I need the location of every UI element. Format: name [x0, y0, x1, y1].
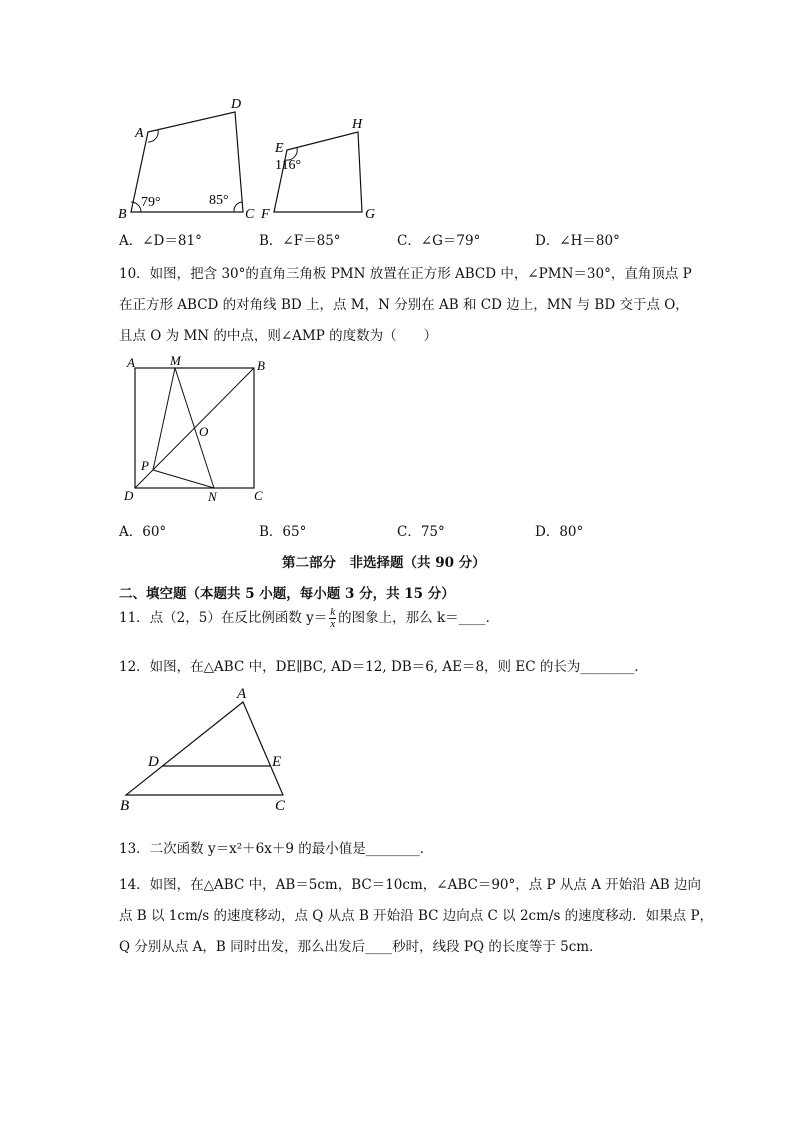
- q9-option-b: B．∠F＝85°: [259, 233, 341, 249]
- q10-figure: [115, 352, 275, 507]
- q10-option-a: A．60°: [119, 524, 167, 540]
- angle-E-label: 116°: [275, 158, 302, 173]
- part2-title: 第二部分 非选择题（共 90 分）: [282, 555, 486, 571]
- q10-line-2: 在正方形 ABCD 的对角线 BD 上，点 M，N 分别在 AB 和 CD 边上，MN 与 BD 交于点 O，: [119, 297, 689, 313]
- label-O: O: [199, 424, 209, 439]
- q9-quadrilateral-efgh: [260, 117, 375, 222]
- angle-B-label: 79°: [141, 195, 161, 210]
- label-A: A: [135, 126, 144, 141]
- q10-option-c: C．75°: [397, 524, 445, 540]
- q9-option-a: A．∠D＝81°: [119, 233, 202, 249]
- q11-pre: 11．点（2，5）在反比例函数 y＝: [119, 610, 328, 626]
- label-B: B: [120, 798, 130, 814]
- q10-line-3: 且点 O 为 MN 的中点，则∠AMP 的度数为（ ）: [119, 328, 438, 344]
- q9-option-c: C．∠G＝79°: [397, 233, 481, 249]
- q11: [119, 606, 499, 630]
- q9-option-d: D．∠H＝80°: [535, 233, 620, 249]
- label-E: E: [275, 141, 284, 156]
- q11-numerator: k: [330, 606, 336, 618]
- q14-line-3: Q 分别从点 A，B 同时出发，那么出发后____秒时，线段 PQ 的长度等于 5cm．: [119, 939, 603, 955]
- q9-quadrilateral-abcd: [118, 97, 255, 222]
- label-A: A: [127, 355, 135, 370]
- label-P: P: [141, 458, 149, 473]
- label-A: A: [237, 686, 247, 702]
- q11-denominator: x: [330, 618, 336, 630]
- q10-option-b: B．65°: [259, 524, 307, 540]
- q13-text: 13．二次函数 y＝x²＋6x＋9 的最小值是________．: [119, 841, 434, 857]
- q10-option-d: D．80°: [535, 524, 584, 540]
- q12-text: 12．如图，在△ABC 中，DE∥BC, AD＝12, DB＝6, AE＝8，则 EC 的长为________．: [119, 659, 648, 675]
- label-G: G: [365, 207, 376, 222]
- section2-title: 二、填空题（本题共 5 小题，每小题 3 分，共 15 分）: [119, 586, 455, 602]
- q14-line-2: 点 B 以 1cm/s 的速度移动，点 Q 从点 B 开始沿 BC 边向点 C 以 2cm/s 的速度移动．如果点 P，: [119, 908, 714, 924]
- q14-line-1: 14．如图，在△ABC 中，AB＝5cm，BC＝10cm，∠ABC＝90°，点 P 从点 A 开始沿 AB 边向: [119, 877, 702, 893]
- q10-line-1: 10．如图，把含 30°的直角三角板 PMN 放置在正方形 ABCD 中，∠PMN＝30°，直角顶点 P: [119, 266, 692, 282]
- label-D: D: [231, 97, 242, 112]
- label-B: B: [257, 358, 265, 373]
- label-D: D: [124, 488, 134, 503]
- label-H: H: [352, 117, 363, 132]
- label-D: D: [148, 754, 159, 770]
- label-N: N: [208, 489, 217, 504]
- angle-C-label: 85°: [209, 193, 229, 208]
- label-F: F: [261, 207, 270, 222]
- label-C: C: [254, 488, 263, 503]
- q9-figures: [110, 92, 400, 227]
- q11-fraction: [329, 607, 336, 630]
- q12-figure: [112, 684, 302, 814]
- label-E: E: [272, 754, 282, 770]
- label-C: C: [245, 207, 255, 222]
- q11-post: 的图象上，那么 k＝____．: [338, 610, 500, 626]
- label-C: C: [275, 798, 286, 814]
- label-M: M: [170, 353, 181, 368]
- label-B: B: [118, 207, 127, 222]
